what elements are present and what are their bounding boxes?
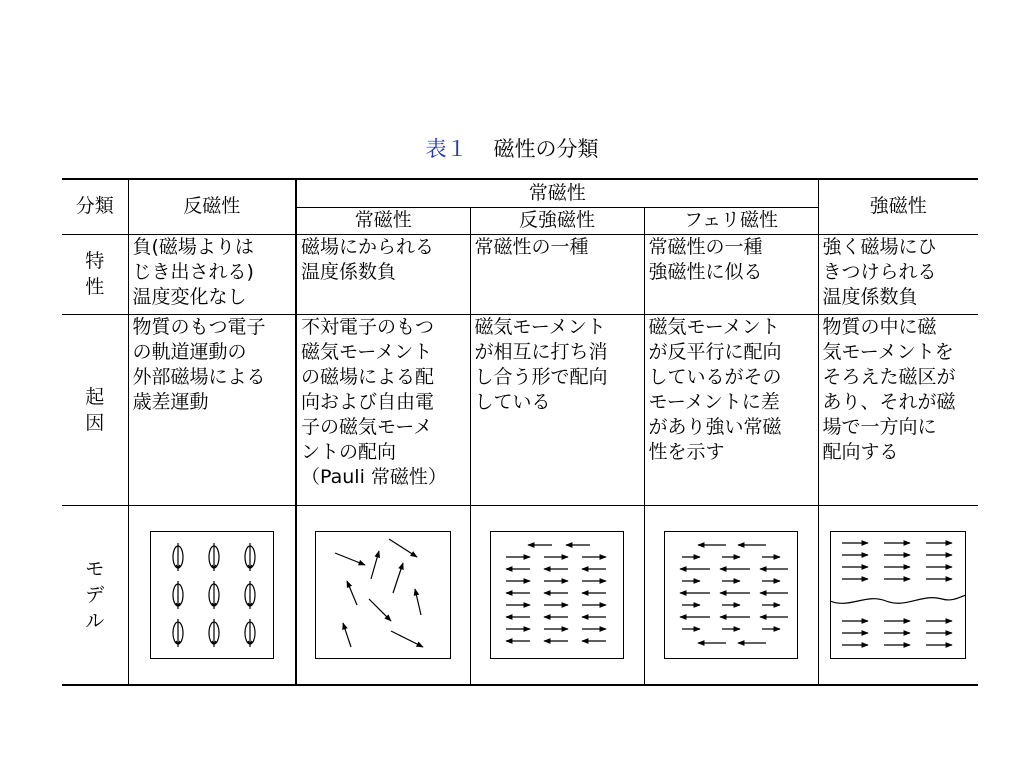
cell-characteristics-diamagnetism: 負(磁場よりは じき出される) 温度変化なし bbox=[128, 234, 296, 314]
cell-origin-ferrimagnetism: 磁気モーメント が反平行に配向 しているがその モーメントに差 があり強い常磁 性を示す bbox=[644, 314, 818, 505]
model-ferrimagnetism bbox=[644, 505, 818, 685]
row-label-model: モ デ ル bbox=[62, 505, 128, 685]
magnetism-classification-table bbox=[62, 178, 978, 686]
caption-title: 磁性の分類 bbox=[493, 137, 599, 161]
cell-origin-paramagnetism: 不対電子のもつ 磁気モーメント の磁場による配 向および自由電 子の磁気モーメ ントの配向 （Pauli 常磁性） bbox=[296, 314, 470, 505]
header-ferrimagnetism: フェリ磁性 bbox=[644, 207, 818, 234]
caption-number: 表１ bbox=[425, 137, 468, 161]
model-paramagnetism bbox=[296, 505, 470, 685]
cell-origin-ferromagnetism: 物質の中に磁 気モーメントを そろえた磁区が あり、それが磁 場で一方向に 配向する bbox=[818, 314, 978, 505]
cell-characteristics-ferrimagnetism: 常磁性の一種 強磁性に似る bbox=[644, 234, 818, 314]
header-diamagnetism: 反磁性 bbox=[128, 179, 296, 234]
header-classification: 分類 bbox=[62, 179, 128, 234]
cell-origin-antiferromagnetism: 磁気モーメント が相互に打ち消 し合う形で配向 している bbox=[470, 314, 644, 505]
domain-wall bbox=[830, 595, 966, 603]
row-label-origin: 起 因 bbox=[62, 314, 128, 505]
cell-characteristics-antiferromagnetism: 常磁性の一種 bbox=[470, 234, 644, 314]
model-antiferromagnetism bbox=[470, 505, 644, 685]
model-diamagnetism bbox=[128, 505, 296, 685]
header-paramagnetism: 常磁性 bbox=[296, 207, 470, 234]
header-antiferromagnetism: 反強磁性 bbox=[470, 207, 644, 234]
cell-characteristics-ferromagnetism: 強く磁場にひ きつけられる 温度係数負 bbox=[818, 234, 978, 314]
row-label-characteristics: 特 性 bbox=[62, 234, 128, 314]
paramagnetism-diagram bbox=[315, 531, 451, 659]
cell-origin-diamagnetism: 物質のもつ電子 の軌道運動の 外部磁場による 歳差運動 bbox=[128, 314, 296, 505]
cell-characteristics-paramagnetism: 磁場にかられる 温度係数負 bbox=[296, 234, 470, 314]
ferrimagnetism-diagram bbox=[664, 531, 798, 659]
table-caption bbox=[0, 133, 1024, 163]
antiferromagnetism-diagram bbox=[490, 531, 624, 659]
diamagnetism-diagram bbox=[150, 531, 274, 659]
ferromagnetism-diagram bbox=[830, 531, 966, 659]
model-ferromagnetism bbox=[818, 505, 978, 685]
header-paramagnetism-group: 常磁性 bbox=[296, 179, 818, 207]
header-ferromagnetism: 強磁性 bbox=[818, 179, 978, 234]
